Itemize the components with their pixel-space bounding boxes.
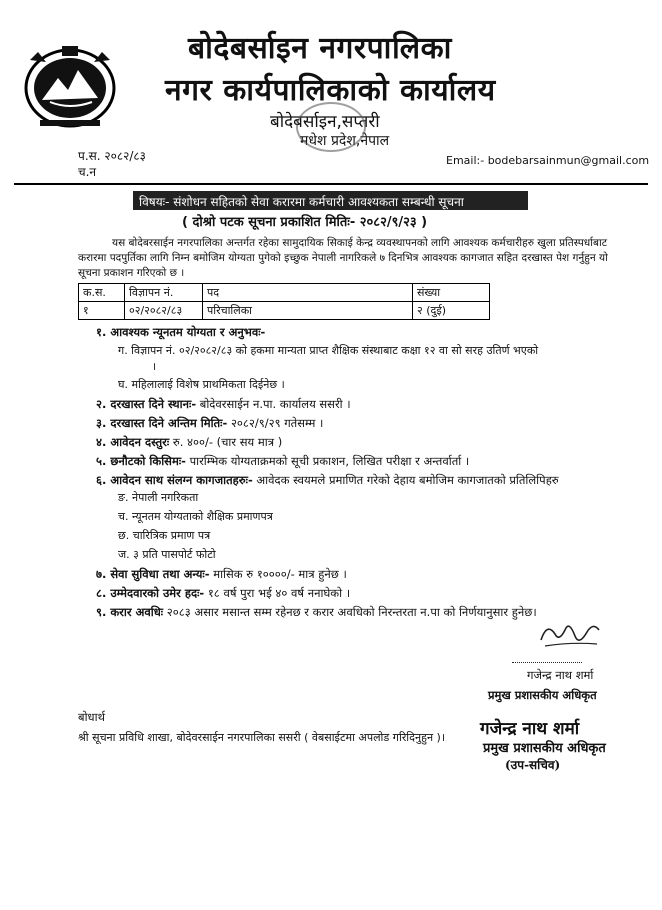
section-2: २. दरखास्त दिने स्थानः- बोदेवरसाईन न.पा. कार्यालय ससरी ।: [96, 397, 351, 411]
section-1-title: १. आवश्यक न्यूनतम योग्यता र अनुभवः-: [96, 325, 266, 339]
table-header-cell: विज्ञापन नं.: [125, 284, 203, 302]
section-8: ८. उम्मेदवारको उमेर हदः- १८ वर्ष पुरा भई ४० वर्ष ननाघेको ।: [96, 586, 351, 600]
section-6: ६. आवेदन साथ संलग्न कागजातहरुः- आवेदक स्वयमले प्रमाणित गरेको देहाय बमोजिम कागजातको प्रतिलिपिहरु: [96, 473, 559, 487]
document-item: ङ. नेपाली नगरिकता: [118, 491, 199, 504]
document-item: छ. चारित्रिक प्रमाण पत्र: [118, 529, 211, 542]
handwritten-signature-icon: [535, 612, 605, 652]
office-location: बोदेबर्साइन,सप्तरी: [270, 112, 380, 132]
nepal-emblem-logo: [20, 40, 120, 130]
notice-intro: [78, 236, 610, 281]
office-seal-stamp: [296, 102, 366, 152]
table-header-row: [79, 284, 490, 302]
cc-recipient: श्री सूचना प्रविधि शाखा, बोदेवरसाईन नगरपालिका ससरी ( वेबसाईटमा अपलोड गरिदिनुहुन )।: [78, 731, 446, 744]
patra-sankhya: प.स. २०८२/८३: [78, 149, 146, 163]
office-email: Email:- bodebarsainmun@gmail.com: [446, 154, 650, 167]
reference-block: [78, 148, 146, 180]
office-province: मधेश प्रदेश,नेपाल: [300, 133, 390, 149]
document-item: च. न्यूनतम योग्यताको शैक्षिक प्रमाणपत्र: [118, 510, 273, 523]
section-1-item-g: ग. विज्ञापन नं. ०२/२०८२/८३ को हकमा मान्यता प्राप्त शैक्षिक संस्थाबाट कक्षा १२ वा सो सरह उतिर्ण भएको: [118, 344, 539, 357]
table-header-cell: पद: [203, 284, 413, 302]
cc-label: बोधार्थ: [78, 710, 105, 724]
stamp-rank: (उप-सचिव): [505, 758, 561, 772]
section-7: ७. सेवा सुविधा तथा अन्यः- मासिक रु १००००/- मात्र हुनेछ ।: [96, 567, 347, 581]
intro-paragraph: यस बोदेबरसाईन नगरपालिका अन्तर्गत रहेका सामुदायिक सिकाई केन्द्र व्यवस्थापनको लागि आवश्यक कर्मचारीहरु खुला प्रतिस्पर्धाबाट करारमा पदपुर्तिका लागि निम्न बमोजिम योग्यता पुगेको इच्छुक नेपाली नागरिकले ७ दिनभित्र आवश्यक कागजात सहित दरखास्त पेश गर्नुहुन यो सूचना प्रकाशन गरिएको छ ।: [78, 237, 608, 279]
section-1-item-gh: घ. महिलालाई विशेष प्राथमिकता दिईनेछ ।: [118, 378, 285, 391]
office-title: नगर कार्यपालिकाको कार्यालय: [165, 73, 496, 108]
notice-subject: विषयः- संशोधन सहितको सेवा करारमा कर्मचारी आवश्यकता सम्बन्धी सूचना: [133, 191, 528, 210]
header-divider: [14, 183, 648, 185]
section-9: ९. करार अवधिः २०८३ असार मसान्त सम्म रहेनछ र करार अवधिको निरन्तरता न.पा को निर्णयानुसार हुनेछ।: [96, 605, 537, 619]
stamp-name: गजेन्द्र नाथ शर्मा: [480, 719, 580, 739]
section-5: ५. छनौटको किसिमः- पारम्भिक योग्यताक्रमको सूची प्रकाशन, लिखित परीक्षा र अन्तर्वार्ता ।: [96, 454, 470, 468]
signature-line: [512, 662, 582, 663]
table-header-cell: क.स.: [79, 284, 125, 302]
municipality-title: बोदेबर्साइन नगरपालिका: [188, 31, 452, 66]
table-cell: २ (दुई): [413, 302, 490, 320]
chalani-number: च.न: [78, 165, 97, 179]
table-cell: ०२/२०८२/८३: [125, 302, 203, 320]
table-row: [79, 302, 490, 320]
signatory-title: प्रमुख प्रशासकीय अधिकृत: [488, 688, 597, 702]
table-cell: १: [79, 302, 125, 320]
section-4: ४. आवेदन दस्तुरः रु. ४००/- (चार सय मात्र ): [96, 435, 283, 449]
signatory-name: गजेन्द्र नाथ शर्मा: [527, 668, 594, 682]
table-header-cell: संख्या: [413, 284, 490, 302]
stamp-title: प्रमुख प्रशासकीय अधिकृत: [483, 741, 606, 756]
notice-publication-date: ( दोश्रो पटक सूचना प्रकाशित मितिः- २०८२/९/२३ ): [182, 215, 428, 230]
vacancy-table: [78, 283, 490, 320]
section-1-item-g-cont: ।: [152, 360, 157, 373]
section-3: ३. दरखास्त दिने अन्तिम मितिः- २०८२/९/२९ गतेसम्म ।: [96, 416, 324, 430]
table-cell: परिचालिका: [203, 302, 413, 320]
document-item: ज. ३ प्रति पासपोर्ट फोटो: [118, 548, 216, 561]
